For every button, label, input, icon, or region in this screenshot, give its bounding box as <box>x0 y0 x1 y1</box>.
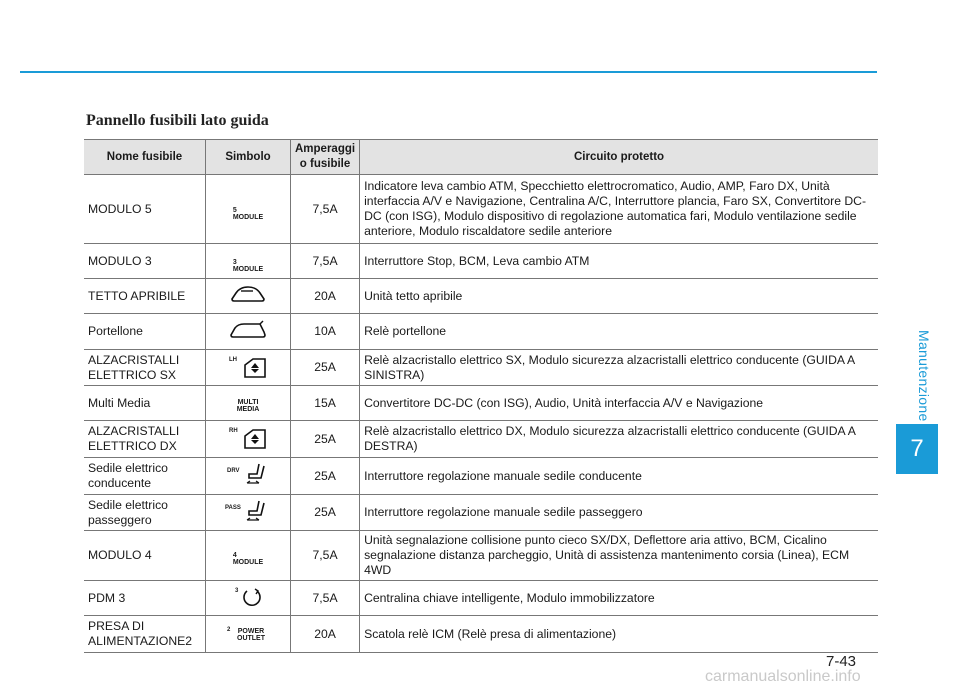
symbol-line2: OUTLET <box>237 635 265 642</box>
power-window-icon <box>229 424 267 450</box>
symbol-line1: POWER <box>237 628 265 635</box>
fuse-symbol <box>206 175 291 244</box>
fuse-amperage: 10A <box>291 314 360 350</box>
fuse-amperage: 7,5A <box>291 244 360 279</box>
module-icon <box>233 259 263 273</box>
table-row <box>84 279 878 314</box>
symbol-sup: 3 <box>232 259 237 266</box>
fuse-amperage: 25A <box>291 458 360 495</box>
symbol-sup: 2 <box>227 627 231 633</box>
fuse-amperage: 15A <box>291 386 360 421</box>
fuse-name: PRESA DI ALIMENTAZIONE2 <box>84 616 206 653</box>
table-header-row <box>84 140 878 175</box>
power-outlet-label <box>227 622 269 646</box>
fuse-circuit: Interruttore regolazione manuale sedile passeggero <box>360 495 878 531</box>
fuse-symbol <box>206 350 291 386</box>
fuse-circuit: Interruttore regolazione manuale sedile conducente <box>360 458 878 495</box>
fuse-symbol <box>206 386 291 421</box>
table-row <box>84 421 878 458</box>
table-row <box>84 581 878 616</box>
fuse-circuit: Indicatore leva cambio ATM, Specchietto elettrocromatico, Audio, AMP, Faro DX, Unità interfaccia A/V e Navigazione, Centralina A/C, Interruttore plancia, Faro SX, Convertitore DC-DC (con ISG), Modulo dispositivo di regolazione automatica fari, Modulo ventilazione sedile anteriore, Modulo riscaldatore sedile anteriore <box>360 175 878 244</box>
table-row <box>84 495 878 531</box>
header-circuit: Circuito protetto <box>360 140 878 175</box>
fuse-name: Sedile elettrico passeggero <box>84 495 206 531</box>
fuse-symbol <box>206 616 291 653</box>
symbol-sup: 3 <box>235 588 239 594</box>
footer-watermark: carmanualsonline.info <box>705 668 861 685</box>
power-seat-icon <box>225 498 267 524</box>
fuse-circuit: Relè portellone <box>360 314 878 350</box>
header-amperage <box>291 140 360 175</box>
table-row <box>84 458 878 495</box>
section-title: Pannello fusibili lato guida <box>86 112 269 129</box>
fuse-circuit: Convertitore DC-DC (con ISG), Audio, Unità interfaccia A/V e Navigazione <box>360 386 878 421</box>
fuse-amperage: 7,5A <box>291 175 360 244</box>
header-amperage-line1: Amperaggi <box>295 143 356 155</box>
table-row <box>84 314 878 350</box>
module-icon <box>233 207 263 221</box>
chapter-side-label: Manutenzione <box>916 330 932 422</box>
power-window-icon <box>229 353 267 379</box>
fuse-circuit: Relè alzacristallo elettrico SX, Modulo sicurezza alzacristalli elettrico conducente (GUIDA A SINISTRA) <box>360 350 878 386</box>
fuse-amperage: 20A <box>291 616 360 653</box>
fuse-circuit: Unità tetto apribile <box>360 279 878 314</box>
fuse-name: MODULO 3 <box>84 244 206 279</box>
symbol-sup: DRV <box>227 468 240 474</box>
fuse-amperage: 20A <box>291 279 360 314</box>
fuse-name: TETTO APRIBILE <box>84 279 206 314</box>
fuse-amperage: 25A <box>291 350 360 386</box>
symbol-text: MODULE <box>232 214 264 221</box>
fuse-symbol <box>206 581 291 616</box>
fuse-amperage: 25A <box>291 421 360 458</box>
symbol-text: MODULE <box>232 558 264 566</box>
fuse-symbol <box>206 531 291 581</box>
fuse-name: MODULO 4 <box>84 531 206 581</box>
header-rule <box>20 71 877 73</box>
sunroof-icon <box>229 284 267 304</box>
chapter-number: 7 <box>910 435 924 462</box>
pdm-icon <box>233 584 263 608</box>
symbol-sup: PASS <box>225 504 241 511</box>
fuse-name: Multi Media <box>84 386 206 421</box>
symbol-line2: MEDIA <box>236 406 260 413</box>
multimedia-label <box>237 399 260 413</box>
symbol-text: MODULE <box>232 266 264 273</box>
fuse-name: ALZACRISTALLI ELETTRICO DX <box>84 421 206 458</box>
fuse-name: PDM 3 <box>84 581 206 616</box>
power-seat-icon <box>229 461 267 487</box>
fuse-name: Portellone <box>84 314 206 350</box>
page-number: 7-43 <box>826 653 857 670</box>
header-symbol: Simbolo <box>206 140 291 175</box>
fuse-circuit: Scatola relè ICM (Relè presa di alimentazione) <box>360 616 878 653</box>
fuse-symbol <box>206 279 291 314</box>
tailgate-icon <box>228 320 268 340</box>
table-row <box>84 175 878 244</box>
module-icon <box>233 552 263 566</box>
fuse-symbol <box>206 458 291 495</box>
fuse-circuit: Centralina chiave intelligente, Modulo immobilizzatore <box>360 581 878 616</box>
fuse-symbol <box>206 421 291 458</box>
fuse-name: MODULO 5 <box>84 175 206 244</box>
fuse-table <box>84 139 878 653</box>
header-name: Nome fusibile <box>84 140 206 175</box>
symbol-line1: MULTI <box>237 399 259 406</box>
fuse-circuit: Unità segnalazione collisione punto cieco SX/DX, Deflettore aria attivo, BCM, Cicalino segnalazione distanza parcheggio, Unità di assistenza mantenimento corsia (Linea), ECM 4WD <box>360 531 878 581</box>
chapter-number-tab <box>896 424 938 474</box>
table-row <box>84 616 878 653</box>
symbol-sup: 4 <box>232 551 237 559</box>
table-row <box>84 244 878 279</box>
fuse-circuit: Relè alzacristallo elettrico DX, Modulo sicurezza alzacristalli elettrico conducente (GUIDA A DESTRA) <box>360 421 878 458</box>
fuse-amperage: 25A <box>291 495 360 531</box>
fuse-name: ALZACRISTALLI ELETTRICO SX <box>84 350 206 386</box>
fuse-circuit: Interruttore Stop, BCM, Leva cambio ATM <box>360 244 878 279</box>
symbol-sup: LH <box>229 356 237 363</box>
header-amperage-line2: o fusibile <box>299 158 351 170</box>
fuse-amperage: 7,5A <box>291 531 360 581</box>
table-row <box>84 531 878 581</box>
symbol-sup: RH <box>229 428 238 434</box>
table-row <box>84 350 878 386</box>
fuse-symbol <box>206 244 291 279</box>
table-row <box>84 386 878 421</box>
fuse-amperage: 7,5A <box>291 581 360 616</box>
fuse-name: Sedile elettrico conducente <box>84 458 206 495</box>
fuse-symbol <box>206 495 291 531</box>
fuse-symbol <box>206 314 291 350</box>
symbol-sup: 5 <box>232 207 237 214</box>
